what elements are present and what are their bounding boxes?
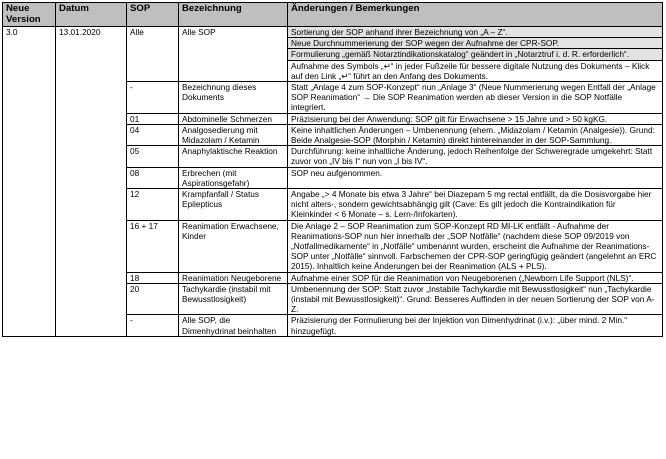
header-version: Neue Version [3, 3, 56, 27]
note-cell: Die Anlage 2 – SOP Reanimation zum SOP-Konzept RD MI-LK entfällt - Aufnahme der Reanimations-SOP nun hier innerhalb der „SOP Notfälle“ (nachdem diese SOP 09/2019 von „Notfallmedikamente“ in „Notfälle“ umbenannt wurden, erscheint die Aufnahme der Reanimations-SOP unter „Notfälle“ sinnvoll. Farbschemen der CPR-SOP geringfügig geändert (angelehnt an ERC 2015). Inhaltlich keine Änderungen bei der Reanimation (ALS + PLS). [288, 220, 663, 272]
note-cell: Sortierung der SOP anhand ihrer Bezeichnung von „A – Z“. [288, 27, 663, 38]
name-cell: Alle SOP, die Dimenhydrinat beinhalten [179, 315, 288, 336]
sop-cell: Alle [127, 27, 179, 82]
sop-cell: 20 [127, 283, 179, 315]
note-cell: Neue Durchnummerierung der SOP wegen der Aufnahme der CPR-SOP. [288, 38, 663, 49]
name-cell: Reanimation Neugeborene [179, 272, 288, 283]
sop-cell: - [127, 82, 179, 114]
name-cell: Tachykardie (instabil mit Bewusstlosigkeit) [179, 283, 288, 315]
name-cell: Anaphylaktische Reaktion [179, 146, 288, 167]
version-cell: 3.0 [3, 27, 56, 337]
name-cell: Krampfanfall / Status Epilepticus [179, 189, 288, 221]
note-cell: Aufnahme einer SOP für die Reanimation von Neugeborenen („Newborn Life Support (NLS)“. [288, 272, 663, 283]
note-cell: Angabe „> 4 Monate bis etwa 3 Jahre“ bei Diazepam 5 mg rectal entfällt, da die Dosisvorgabe hier nicht alters-, sondern gewichtsabhängig gilt (Cave: Es gilt jedoch die Kontraindikation für Kleinkinder < 6 Monate – s. Lern-/Infokarten). [288, 189, 663, 221]
name-cell: Reanimation Erwachsene, Kinder [179, 220, 288, 272]
date-cell: 13.01.2020 [56, 27, 127, 337]
note-cell: SOP neu aufgenommen. [288, 167, 663, 188]
name-cell: Alle SOP [179, 27, 288, 82]
sop-cell: 04 [127, 124, 179, 145]
table-row [3, 27, 663, 38]
name-cell: Analgosedierung mit Midazolam / Ketamin [179, 124, 288, 145]
table-body [3, 27, 663, 337]
name-cell: Abdominelle Schmerzen [179, 113, 288, 124]
note-cell: Durchführung: keine inhaltliche Änderung, jedoch Reihenfolge der Schweregrade umgekehrt: Statt zuvor von „IV bis I“ nun von „I bis IV“. [288, 146, 663, 167]
header-sop: SOP [127, 3, 179, 27]
sop-cell: - [127, 315, 179, 336]
name-cell: Bezeichnung dieses Dokuments [179, 82, 288, 114]
note-cell: Formulierung „gemäß Notarztindikationskatalog“ geändert in „Notarztruf i. d. R. erforderlich“. [288, 49, 663, 60]
sop-cell: 05 [127, 146, 179, 167]
header-date: Datum [56, 3, 127, 27]
change-log-table [2, 2, 663, 337]
name-cell: Erbrechen (mit Aspirationsgefahr) [179, 167, 288, 188]
sop-cell: 18 [127, 272, 179, 283]
note-cell: Präzisierung bei der Anwendung: SOP gilt für Erwachsene > 15 Jahre und > 50 kgKG. [288, 113, 663, 124]
sop-cell: 16 + 17 [127, 220, 179, 272]
note-cell: Präzisierung der Formulierung bei der Injektion von Dimenhydrinat (i.v.): „über mind. 2 Min.“ hinzugefügt. [288, 315, 663, 336]
header-changes: Änderungen / Bemerkungen [288, 3, 663, 27]
header-row [3, 3, 663, 27]
note-cell: Umbenennung der SOP: Statt zuvor „Instabile Tachykardie mit Bewusstlosigkeit“ nun „Tachykardie (instabil mit Bewusstlosigkeit)“. Grund: Besseres Auffinden in der neuen Sortierung der SOP von A-Z. [288, 283, 663, 315]
note-cell: Keine inhaltlichen Änderungen – Umbenennung (ehem. „Midazolam / Ketamin (Analgesie)). Grund: Beide Analgesie-SOP (Morphin / Ketamin) direkt hintereinander in der SOP-Sammlung. [288, 124, 663, 145]
sop-cell: 08 [127, 167, 179, 188]
note-cell: Statt „Anlage 4 zum SOP-Konzept“ nun „Anlage 3“ (Neue Nummerierung wegen Entfall der „Anlage SOP Reanimation“ → Die SOP Reanimation werden ab dieser Version in die SOP Notfälle integriert. [288, 82, 663, 114]
note-cell: Aufnahme des Symbols „↵“ in jeder Fußzeile für bessere digitale Nutzung des Dokuments – Klick auf den Link „↵“ führt an den Anfang des Dokuments. [288, 60, 663, 81]
header-name: Bezeichnung [179, 3, 288, 27]
sop-cell: 12 [127, 189, 179, 221]
sop-cell: 01 [127, 113, 179, 124]
